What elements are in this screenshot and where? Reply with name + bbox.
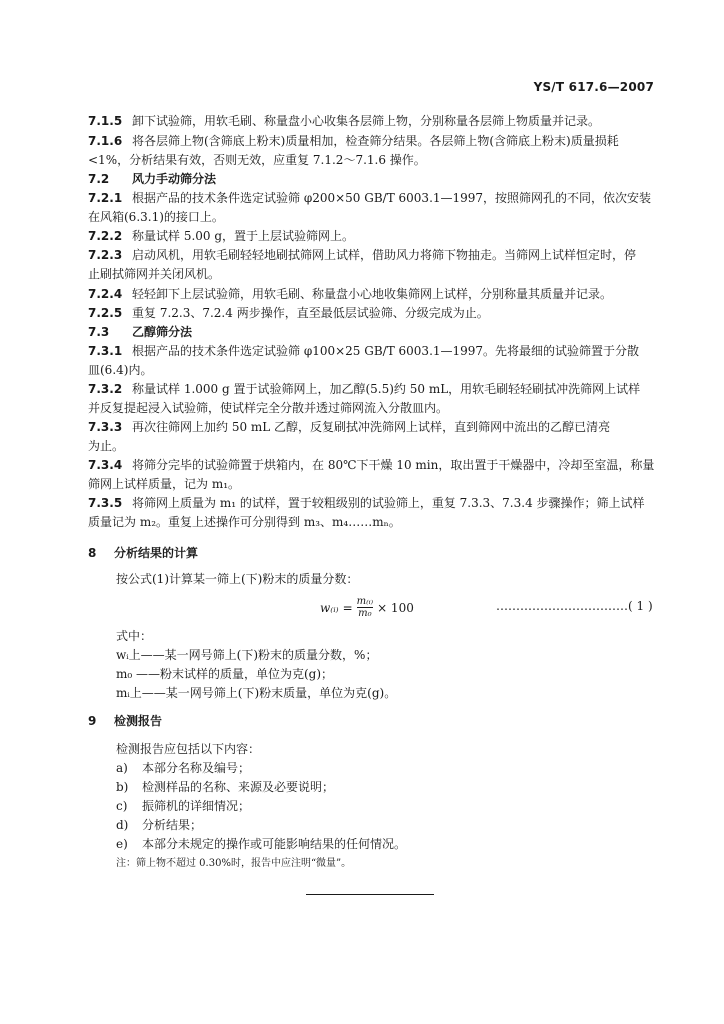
definition-mi: mᵢ上——某一网号筛上(下)粉末质量，单位为克(g)。 <box>116 686 397 700</box>
clause-7-3-2: 7.3.2 称量试样 1.000 g 置于试验筛网上，加乙醇(5.5)约 50 mL，用软毛刷轻轻刷拭冲洗筛网上试样 <box>88 382 641 396</box>
formula-numerator: m₍ᵢ₎ <box>356 596 374 607</box>
end-rule <box>306 894 434 895</box>
report-item-d: d) 分析结果； <box>116 818 203 832</box>
report-item-e: e) 本部分未规定的操作或可能影响结果的任何情况。 <box>116 837 407 851</box>
formula-times: × 100 <box>377 600 414 615</box>
where-label: 式中： <box>116 629 153 643</box>
section-8-heading: 8 分析结果的计算 <box>88 546 199 560</box>
clause-7-3-4-cont: 筛网上试样质量，记为 m₁。 <box>88 477 241 491</box>
formula-fraction <box>357 596 373 619</box>
clause-7-3-4: 7.3.4 将筛分完毕的试验筛置于烘箱内，在 80℃下干燥 10 min，取出置于干燥器中，冷却至室温，称量 <box>88 458 655 472</box>
formula-equals: = <box>342 600 353 615</box>
calc-intro: 按公式(1)计算某一筛上(下)粉末的质量分数： <box>116 572 359 586</box>
clause-7-2-3-cont: 止刷拭筛网并关闭风机。 <box>88 267 221 281</box>
clause-7-2-3: 7.2.3 启动风机，用软毛刷轻轻地刷拭筛网上试样，借助风力将筛下物抽走。当筛网上试样恒定时，停 <box>88 248 637 262</box>
clause-7-2-5: 7.2.5 重复 7.2.3、7.2.4 两步操作，直至最低层试验筛、分级完成为止。 <box>88 306 489 320</box>
report-intro: 检测报告应包括以下内容： <box>116 742 261 756</box>
definition-w: wᵢ上——某一网号筛上(下)粉末的质量分数，%； <box>116 648 378 662</box>
section-9-heading: 9 检测报告 <box>88 714 163 728</box>
clause-7-2-4: 7.2.4 轻轻卸下上层试验筛，用软毛刷、称量盘小心地收集筛网上试样，分别称量其质量并记录。 <box>88 287 613 301</box>
report-item-b: b) 检测样品的名称、来源及必要说明； <box>116 780 335 794</box>
section-7-3-heading: 7.3 乙醇筛分法 <box>88 325 193 339</box>
report-item-c: c) 振筛机的详细情况； <box>116 799 251 813</box>
clause-7-3-5-cont: 质量记为 m₂。重复上述操作可分别得到 m₃、m₄……mₙ。 <box>88 515 401 529</box>
clause-7-2-1: 7.2.1 根据产品的技术条件选定试验筛 φ200×50 GB/T 6003.1—1997，按照筛网孔的不同，依次安装 <box>88 191 652 205</box>
formula-number: ……………………………( 1 ) <box>496 599 653 613</box>
clause-7-2-2: 7.2.2 称量试样 5.00 g，置于上层试验筛网上。 <box>88 229 355 243</box>
clause-7-3-5: 7.3.5 将筛网上质量为 m₁ 的试样，置于较粗级别的试验筛上，重复 7.3.3、7.3.4 步骤操作；筛上试样 <box>88 496 645 510</box>
report-note: 注：筛上物不超过 0.30%时，报告中应注明“微量”。 <box>116 858 352 869</box>
clause-7-2-1-cont: 在风箱(6.3.1)的接口上。 <box>88 210 224 224</box>
clause-7-3-2-cont: 并反复提起浸入试验筛，使试样完全分散并透过筛网流入分散皿内。 <box>88 401 449 415</box>
standard-number: YS/T 617.6—2007 <box>533 80 654 94</box>
formula-1 <box>320 596 414 619</box>
clause-7-3-1-cont: 皿(6.4)内。 <box>88 363 153 377</box>
clause-7-1-6-cont: <1%，分析结果有效，否则无效，应重复 7.1.2～7.1.6 操作。 <box>88 153 426 167</box>
report-item-a: a) 本部分名称及编号； <box>116 761 251 775</box>
formula-lhs: w₍ᵢ₎ <box>320 600 339 615</box>
clause-7-3-1: 7.3.1 根据产品的技术条件选定试验筛 φ100×25 GB/T 6003.1—1997。先将最细的试验筛置于分散 <box>88 344 640 358</box>
definition-m0: m₀ ——粉末试样的质量，单位为克(g)； <box>116 667 334 681</box>
clause-7-3-3-cont: 为止。 <box>88 439 125 453</box>
clause-7-3-3: 7.3.3 再次往筛网上加约 50 mL 乙醇，反复刷拭冲洗筛网上试样，直到筛网中流出的乙醇已清亮 <box>88 420 611 434</box>
clause-7-1-6: 7.1.6 将各层筛上物(含筛底上粉末)质量相加，检查筛分结果。各层筛上物(含筛底上粉末)质量损耗 <box>88 134 619 148</box>
section-7-2-heading: 7.2 风力手动筛分法 <box>88 172 217 186</box>
clause-7-1-5: 7.1.5 卸下试验筛，用软毛刷、称量盘小心收集各层筛上物，分别称量各层筛上物质量并记录。 <box>88 114 601 128</box>
formula-denominator: m₀ <box>358 608 372 619</box>
